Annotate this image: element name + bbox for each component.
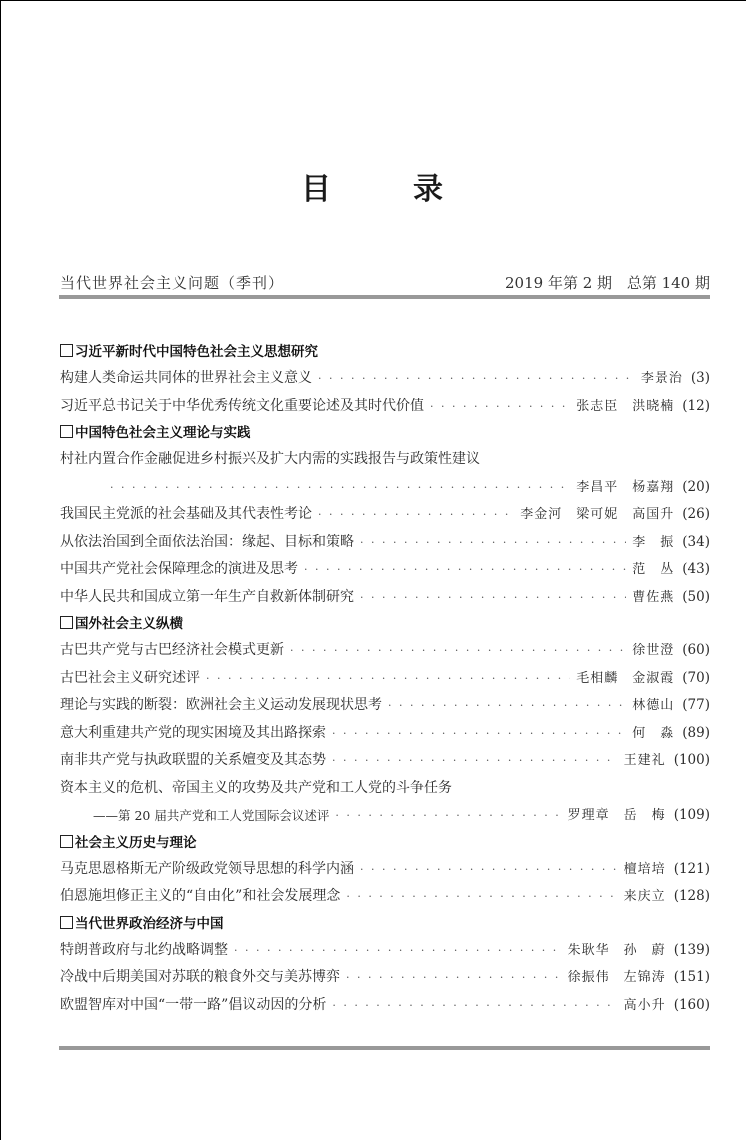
entry-title: 中华人民共和国成立第一年生产自救新体制研究 (60, 588, 354, 605)
checkbox-square-icon (60, 916, 73, 929)
section-heading (60, 611, 710, 637)
entry-page: (70) (682, 669, 710, 686)
entry-page: (12) (682, 397, 710, 414)
entry-title: 意大利重建共产党的现实困境及其出路探索 (60, 724, 326, 741)
table-of-contents (60, 339, 710, 1019)
checkbox-square-icon (60, 835, 73, 848)
entry-title: 中国共产党社会保障理念的演进及思考 (60, 561, 298, 577)
dot-leader (332, 720, 626, 748)
entry-subtitle: ——第 20 届共产党和工人党国际会议述评 (93, 808, 330, 823)
entry-author: 范 丛 (632, 562, 675, 577)
toc-entry-title-line[interactable] (60, 775, 710, 803)
toc-entry[interactable] (60, 501, 710, 529)
entry-title: 古巴社会主义研究述评 (60, 669, 200, 686)
page-title-char-1: 目 (301, 172, 335, 207)
page-title (1, 164, 746, 208)
dot-leader (346, 883, 617, 911)
entry-author: 何 淼 (632, 725, 675, 741)
dot-leader (110, 474, 570, 502)
dot-leader (332, 747, 618, 775)
entry-title: 从依法治国到全面依法治国：缘起、目标和策略 (60, 533, 354, 550)
checkbox-square-icon (60, 616, 73, 629)
section-heading-text: 国外社会主义纵横 (75, 616, 183, 632)
entry-page: (89) (682, 724, 710, 741)
entry-author: 檀培培 (623, 861, 666, 877)
toc-entry[interactable] (60, 529, 710, 557)
entry-title: 资本主义的危机、帝国主义的攻势及共产党和工人党的斗争任务 (60, 779, 452, 796)
entry-title: 习近平总书记关于中华优秀传统文化重要论述及其时代价值 (60, 397, 424, 414)
dot-leader (332, 992, 617, 1020)
entry-author: 林德山 (632, 698, 675, 713)
issue-number: 2019 年第 2 期 (505, 274, 613, 292)
entry-page: (128) (673, 888, 710, 904)
toc-entry[interactable] (60, 964, 710, 992)
section-heading-text: 当代世界政治经济与中国 (75, 915, 224, 932)
toc-entry[interactable] (60, 937, 710, 965)
entry-page: (139) (673, 941, 710, 958)
section-heading (60, 339, 710, 365)
entry-title: 特朗普政府与北约战略调整 (60, 941, 228, 958)
entry-author: 曹佐燕 (632, 589, 675, 605)
entry-author: 张志臣 洪晓楠 (576, 398, 675, 414)
toc-entry[interactable] (60, 856, 710, 884)
entry-author: 毛相麟 金淑霞 (576, 670, 675, 686)
dot-leader (388, 692, 626, 720)
toc-entry[interactable] (60, 802, 710, 830)
entry-author: 李金河 梁可妮 高国升 (520, 507, 675, 522)
entry-author: 李 振 (632, 534, 675, 550)
dot-leader (360, 856, 618, 884)
entry-title: 冷战中后期美国对苏联的粮食外交与美苏博弈 (60, 969, 340, 985)
entry-title: 伯恩施坦修正主义的“自由化”和社会发展理念 (60, 888, 341, 904)
toc-entry[interactable] (60, 365, 710, 393)
dot-leader (360, 529, 626, 557)
entry-author: 高小升 (623, 997, 666, 1013)
entry-page: (20) (682, 478, 710, 495)
bottom-rule (59, 1046, 710, 1050)
issue-info (495, 272, 710, 293)
checkbox-square-icon (60, 425, 73, 438)
entry-author: 李昌平 杨嘉翔 (576, 479, 675, 495)
entry-author: 王建礼 (623, 753, 666, 768)
entry-title: 我国民主党派的社会基础及其代表性考论 (60, 506, 312, 522)
toc-entry[interactable] (60, 692, 710, 720)
entry-author: 朱耿华 孙 蔚 (567, 942, 666, 958)
dot-leader (346, 964, 562, 992)
entry-author: 徐振伟 左锦涛 (567, 970, 666, 985)
entry-author: 李景治 (640, 371, 683, 386)
dot-leader (318, 365, 635, 393)
entry-page: (43) (682, 561, 710, 577)
toc-entry[interactable] (60, 747, 710, 775)
page-title-char-2: 录 (413, 172, 447, 207)
checkbox-square-icon (60, 344, 73, 357)
entry-title: 构建人类命运共同体的世界社会主义意义 (60, 370, 312, 386)
entry-title: 欧盟智库对中国“一带一路”倡议动因的分析 (60, 996, 327, 1013)
toc-entry[interactable] (60, 584, 710, 612)
dot-leader (304, 556, 626, 584)
toc-entry[interactable] (60, 720, 710, 748)
entry-author: 罗理章 岳 梅 (567, 808, 666, 823)
entry-title: 古巴共产党与古巴经济社会模式更新 (60, 642, 284, 658)
entry-title: 南非共产党与执政联盟的关系嬗变及其态势 (60, 752, 326, 768)
entry-page: (121) (673, 860, 710, 877)
toc-entry[interactable] (60, 474, 710, 502)
dot-leader (234, 937, 562, 965)
toc-entry[interactable] (60, 992, 710, 1020)
dot-leader (335, 802, 561, 830)
entry-page: (3) (690, 370, 710, 386)
entry-page: (34) (682, 533, 710, 550)
dot-leader (430, 393, 570, 421)
journal-name: 当代世界社会主义问题（季刊） (60, 274, 285, 292)
section-heading (60, 420, 710, 446)
dot-leader (206, 665, 570, 693)
section-heading-text: 中国特色社会主义理论与实践 (75, 425, 251, 441)
toc-entry[interactable] (60, 883, 710, 911)
section-heading (60, 911, 710, 937)
entry-page: (60) (682, 642, 710, 658)
dot-leader (290, 637, 626, 665)
entry-title: 马克思恩格斯无产阶级政党领导思想的科学内涵 (60, 860, 354, 877)
top-rule (59, 295, 710, 299)
entry-page: (100) (673, 752, 710, 768)
entry-page: (26) (682, 506, 710, 522)
entry-author: 徐世澄 (632, 643, 675, 658)
entry-page: (160) (673, 996, 710, 1013)
dot-leader (360, 584, 626, 612)
entry-title: 理论与实践的断裂：欧洲社会主义运动发展现状思考 (60, 697, 382, 713)
issue-total: 总第 140 期 (626, 274, 710, 292)
section-heading-text: 社会主义历史与理论 (75, 834, 197, 851)
toc-entry-title-line[interactable] (60, 446, 710, 474)
entry-page: (50) (682, 588, 710, 605)
toc-entry[interactable] (60, 393, 710, 421)
section-heading (60, 830, 710, 856)
toc-entry[interactable] (60, 556, 710, 584)
entry-page: (151) (673, 969, 710, 985)
section-heading-text: 习近平新时代中国特色社会主义思想研究 (75, 344, 318, 360)
entry-author: 来庆立 (623, 889, 666, 904)
entry-page: (109) (673, 807, 710, 823)
entry-page: (77) (682, 697, 710, 713)
dot-leader (318, 501, 514, 529)
toc-entry[interactable] (60, 637, 710, 665)
toc-entry[interactable] (60, 665, 710, 693)
entry-title: 村社内置合作金融促进乡村振兴及扩大内需的实践报告与政策性建议 (60, 451, 480, 467)
